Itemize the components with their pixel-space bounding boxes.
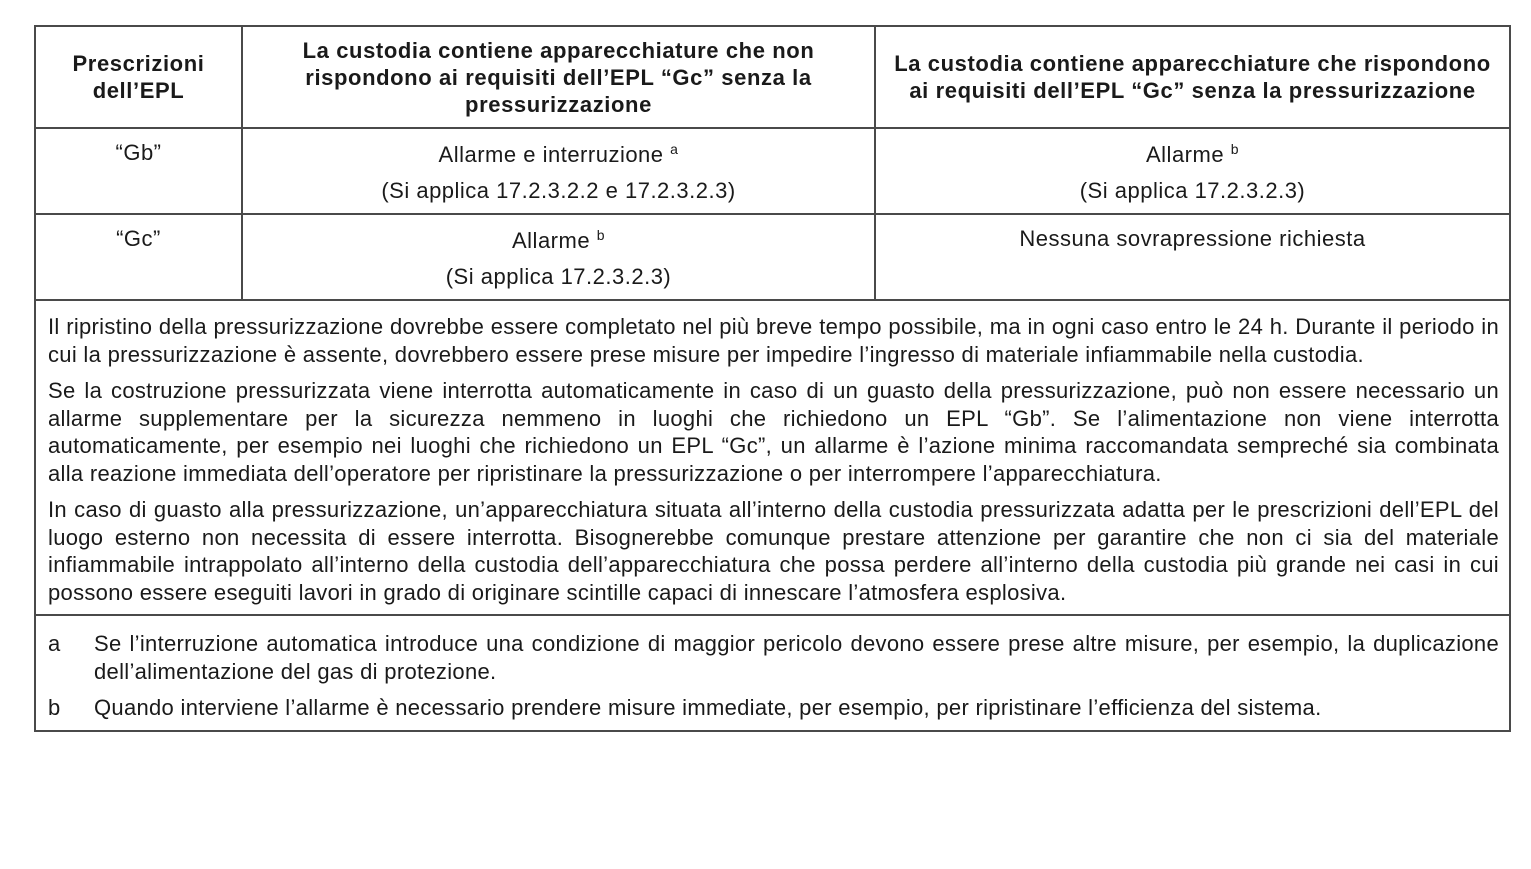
footnote-ref: b bbox=[1230, 141, 1239, 157]
footnote-text: Se l’interruzione automatica introduce una condizione di maggior pericolo devono essere prese altre misure, per esempio, la duplicazione dell’alimentazione del gas di protezione. bbox=[94, 631, 1499, 684]
epl-label: “Gc” bbox=[116, 226, 161, 251]
footnote-ref: a bbox=[670, 141, 679, 157]
requirement-text: Allarme bbox=[1146, 142, 1225, 167]
requirement-text: Allarme bbox=[512, 228, 591, 253]
footnotes-row bbox=[35, 615, 1510, 731]
requirement-text: Nessuna sovrapressione richiesta bbox=[1019, 226, 1366, 251]
notes-cell bbox=[35, 300, 1510, 615]
table-row bbox=[35, 128, 1510, 214]
note-paragraph: In caso di guasto alla pressurizzazione, un’apparecchiatura situata all’interno della custodia pressurizzata adatta per le prescrizioni dell’EPL del luogo esterno non necessita di essere interrotta. Bisognerebbe comunque prestare attenzione per garantire che non ci sia del materiale infiammabile intrappolato all’interno della custodia dell’apparecchiatura che possa perdere all’interno della custodia più grande nei casi in cui possono essere eseguiti lavori in grado di originare scintille capaci di innescare l’atmosfera esplosiva. bbox=[48, 497, 1499, 605]
table-row bbox=[35, 214, 1510, 300]
footnote-item bbox=[48, 630, 1499, 685]
table-header-row bbox=[35, 26, 1510, 128]
clause-reference: (Si applica 17.2.3.2.3) bbox=[445, 264, 672, 289]
clause-reference: (Si applica 17.2.3.2.3) bbox=[1079, 178, 1306, 203]
footnote-ref: b bbox=[596, 227, 605, 243]
footnote-text: Quando interviene l’allarme è necessario prendere misure immediate, per esempio, per ripristinare l’efficienza del sistema. bbox=[94, 695, 1322, 720]
notes-row bbox=[35, 300, 1510, 615]
requirement-text: Allarme e interruzione bbox=[438, 142, 664, 167]
footnotes-cell bbox=[35, 615, 1510, 731]
header-epl-requirements: Prescrizioni dell’EPL bbox=[35, 26, 242, 128]
footnote-mark: a bbox=[48, 631, 61, 656]
epl-cell bbox=[35, 214, 242, 300]
requirement-cell bbox=[875, 214, 1510, 300]
footnote-mark: b bbox=[48, 695, 61, 720]
footnote-item bbox=[48, 694, 1499, 722]
header-equipment-not-compliant: La custodia contiene apparecchiature che non rispondono ai requisiti dell’EPL “Gc” senza la pressurizzazione bbox=[242, 26, 875, 128]
clause-reference: (Si applica 17.2.3.2.2 e 17.2.3.2.3) bbox=[381, 178, 736, 203]
note-paragraph: Se la costruzione pressurizzata viene interrotta automaticamente in caso di un guasto della pressurizzazione, può non essere necessario un allarme supplementare per la sicurezza nemmeno in luoghi che richiedono un EPL “Gb”. Se l’alimentazione non viene interrotta automaticamente, per esempio nei luoghi che richiedono un EPL “Gc”, un allarme è l’azione minima raccomandata sempreché sia combinata alla reazione immediata dell’operatore per ripristinare la pressurizzazione o per interrompere l’apparecchiatura. bbox=[48, 378, 1499, 486]
requirement-cell bbox=[242, 128, 875, 214]
requirement-cell bbox=[875, 128, 1510, 214]
header-equipment-compliant: La custodia contiene apparecchiature che rispondono ai requisiti dell’EPL “Gc” senza la pressurizzazione bbox=[875, 26, 1510, 128]
epl-cell bbox=[35, 128, 242, 214]
epl-requirements-table-container bbox=[34, 25, 1509, 732]
epl-requirements-table bbox=[34, 25, 1511, 732]
requirement-cell bbox=[242, 214, 875, 300]
note-paragraph: Il ripristino della pressurizzazione dovrebbe essere completato nel più breve tempo possibile, ma in ogni caso entro le 24 h. Durante il periodo in cui la pressurizzazione è assente, dovrebbero essere prese misure per impedire l’ingresso di materiale infiammabile nella custodia. bbox=[48, 314, 1499, 367]
epl-label: “Gb” bbox=[115, 140, 162, 165]
